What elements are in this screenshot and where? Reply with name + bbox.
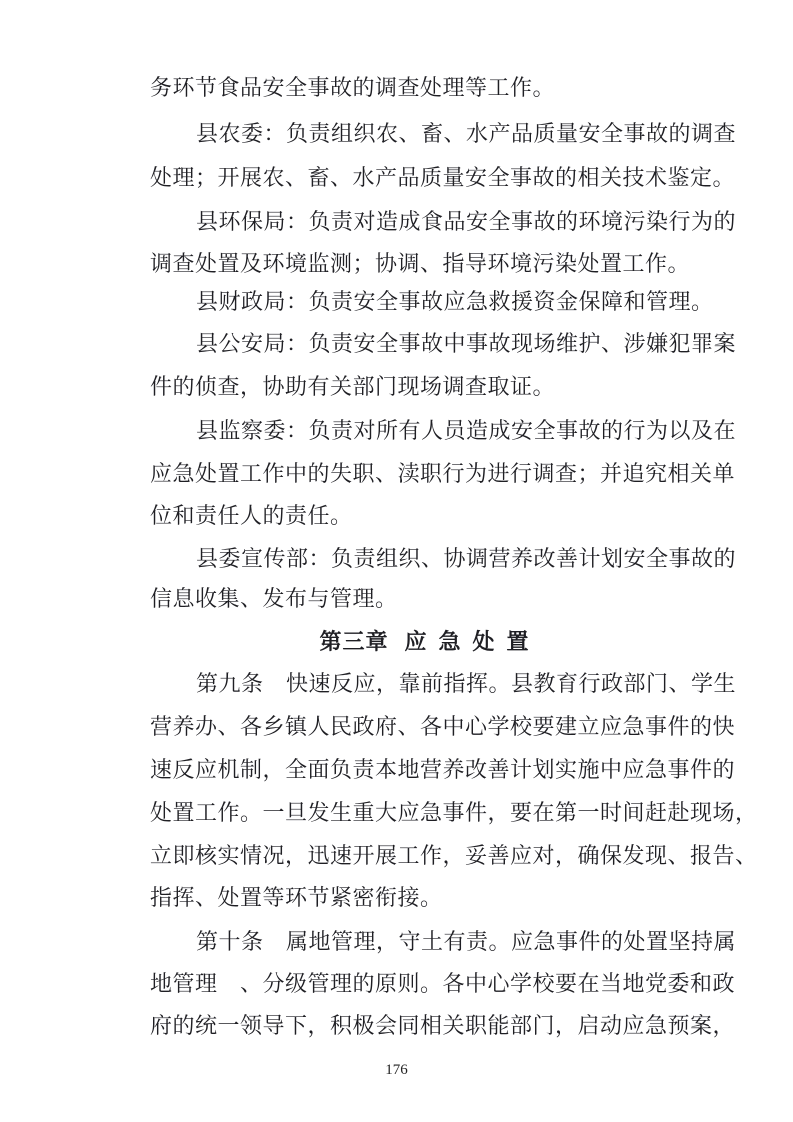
text-line: 立即核实情况，迅速开展工作，妥善应对，确保发现、报告、 xyxy=(150,844,758,869)
text-line: 指挥、处置等环节紧密衔接。 xyxy=(150,886,443,911)
text-line: 第十条 属地管理，守土有责。应急事件的处置坚持属 xyxy=(196,930,737,955)
text-line: 县委宣传部：负责组织、协调营养改善计划安全事故的 xyxy=(196,547,737,572)
text-line: 速反应机制，全面负责本地营养改善计划实施中应急事件的 xyxy=(150,758,736,783)
text-line: 处理；开展农、畜、水产品质量安全事故的相关技术鉴定。 xyxy=(150,166,736,191)
text-line: 第九条 快速反应，靠前指挥。县教育行政部门、学生 xyxy=(196,672,737,697)
text-line: 位和责任人的责任。 xyxy=(150,504,353,529)
chapter-heading xyxy=(150,627,710,657)
text-line: 县环保局：负责对造成食品安全事故的环境污染行为的 xyxy=(196,210,737,235)
text-line: 县农委：负责组织农、畜、水产品质量安全事故的调查 xyxy=(196,122,737,147)
text-line: 县监察委：负责对所有人员造成安全事故的行为以及在 xyxy=(196,419,737,444)
chapter-number: 第三章 xyxy=(319,629,389,655)
text-line: 府的统一领导下，积极会同相关职能部门，启动应急预案， xyxy=(150,1014,736,1039)
text-line: 件的侦查，协助有关部门现场调查取证。 xyxy=(150,375,556,400)
text-line: 务环节食品安全事故的调查处理等工作。 xyxy=(150,76,556,101)
text-line: 处置工作。一旦发生重大应急事件，要在第一时间赶赴现场， xyxy=(150,801,758,826)
text-line: 县财政局：负责安全事故应急救援资金保障和管理。 xyxy=(196,290,714,315)
chapter-title: 应急处置 xyxy=(404,629,541,655)
text-line: 调查处置及环境监测；协调、指导环境污染处置工作。 xyxy=(150,252,691,277)
text-line: 地管理 、分级管理的原则。各中心学校要在当地党委和政 xyxy=(150,972,736,997)
text-line: 应急处置工作中的失职、渎职行为进行调查；并追究相关单 xyxy=(150,462,736,487)
page-number: 176 xyxy=(385,1062,408,1078)
text-line: 营养办、各乡镇人民政府、各中心学校要建立应急事件的快 xyxy=(150,715,736,740)
text-line: 信息收集、发布与管理。 xyxy=(150,587,398,612)
text-line: 县公安局：负责安全事故中事故现场维护、涉嫌犯罪案 xyxy=(196,332,737,357)
